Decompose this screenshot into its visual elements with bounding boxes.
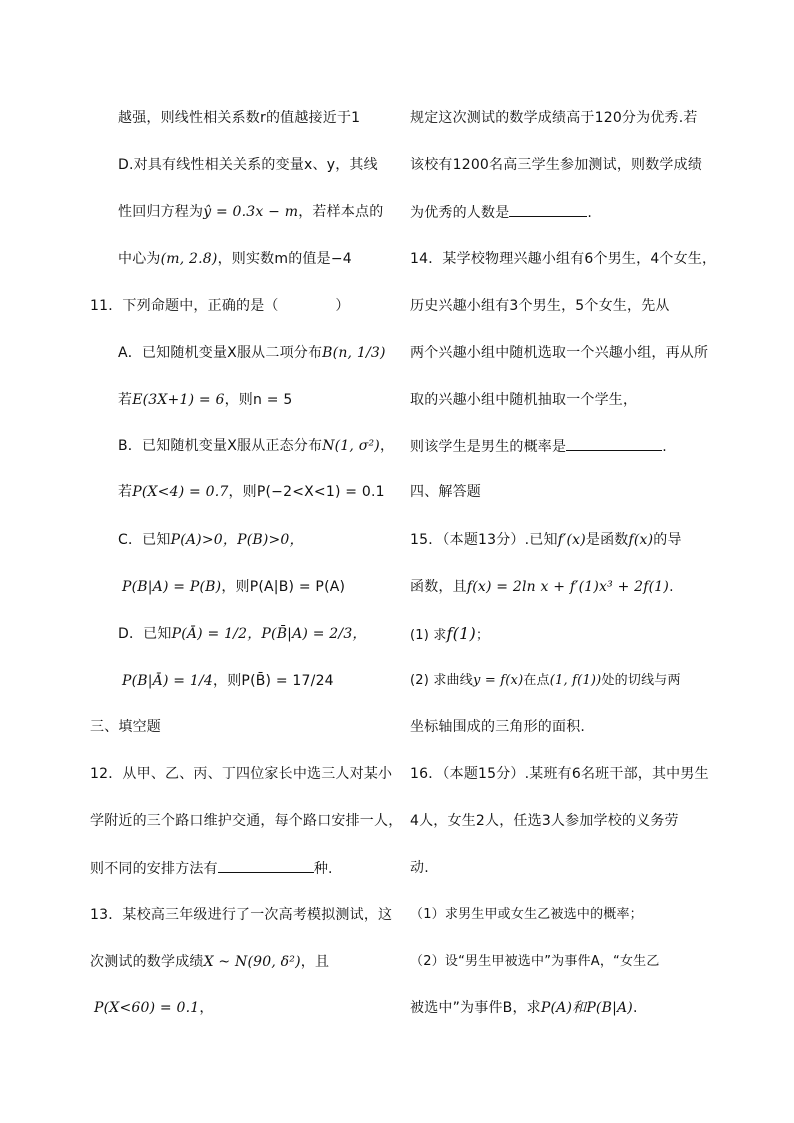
q13-line1: 13．某校高三年级进行了一次高考模拟测试，这 xyxy=(90,907,393,923)
text: ，则P(A|B) = P(A) xyxy=(221,579,346,595)
text: A．已知随机变量X服从二项分布 xyxy=(118,345,323,361)
q11-option-d-line1 xyxy=(118,624,367,644)
q16-part2: （2）设“男生甲被选中”为事件A，“女生乙 xyxy=(410,954,660,969)
text: 中心为 xyxy=(118,251,161,267)
binomial-formula: B(n, 1/3) xyxy=(322,345,386,361)
text: B．已知随机变量X服从正态分布 xyxy=(118,438,323,454)
text: ，则P(B̄) = 17/24 xyxy=(213,673,334,689)
conditional-formula: P(B|A) = P(B) xyxy=(122,579,222,595)
center-formula: (m, 2.8) xyxy=(160,251,218,267)
q12-line1: 12．从甲、乙、丙、丁四位家长中选三人对某小 xyxy=(90,766,393,782)
normal-formula: N(1, σ²) xyxy=(322,438,380,454)
text: ，且 xyxy=(300,954,330,970)
section-heading-solutions: 四、解答题 xyxy=(410,484,481,500)
q12-line3 xyxy=(90,858,333,879)
q15-line1 xyxy=(410,530,682,550)
normal-formula: X ~ N(90, δ²) xyxy=(203,954,301,970)
q14-line4: 取的兴趣小组中随机抽取一个学生， xyxy=(410,392,638,408)
q15-line2 xyxy=(410,577,674,597)
q15-part2-line2: 坐标轴围成的三角形的面积. xyxy=(410,719,586,735)
text: 为优秀的人数是 xyxy=(410,205,510,221)
q11-option-c-line2 xyxy=(122,577,345,597)
text: 的导 xyxy=(653,532,682,548)
q12-line2: 学附近的三个路口维护交通，每个路口安排一人， xyxy=(90,813,403,829)
q16-part2-line2 xyxy=(410,998,638,1018)
text: . xyxy=(632,1000,638,1016)
text: 若 xyxy=(118,392,133,408)
text: ，则n = 5 xyxy=(224,392,293,408)
answer-blank xyxy=(566,436,662,451)
text: 若 xyxy=(118,484,133,500)
text: ，则实数m的值是−4 xyxy=(217,251,352,267)
text: 是函数 xyxy=(585,532,629,548)
probability-formula: P(B|Ā) = 1/4 xyxy=(122,673,214,689)
q15-part2 xyxy=(410,671,681,691)
q11-title: 11．下列命题中，正确的是（ ） xyxy=(90,298,350,314)
text: 被选中”为事件B，求 xyxy=(410,1000,541,1016)
q16-line2: 4人，女生2人，任选3人参加学校的义务劳 xyxy=(410,813,679,829)
q14-line1: 14．某学校物理兴趣小组有6个男生，4个女生， xyxy=(410,251,717,267)
q11-option-c-line1 xyxy=(118,530,304,550)
text: 则该学生是男生的概率是 xyxy=(410,439,567,455)
point-formula: (1, f(1)) xyxy=(549,673,602,688)
q16-line3: 动. xyxy=(410,860,429,876)
text: . xyxy=(669,579,674,595)
derivative-formula: f′(x) xyxy=(557,532,586,548)
text: ，若样本点的 xyxy=(298,204,384,220)
q11-option-b-line1 xyxy=(118,436,394,456)
q11-option-a-line2 xyxy=(118,390,292,410)
q16-part1: （1）求男生甲或女生乙被选中的概率； xyxy=(410,907,643,922)
probability-formula: P(X<60) = 0.1 xyxy=(94,1000,200,1016)
text: C．已知 xyxy=(118,532,171,548)
probability-formula: P(A)>0，P(B)>0， xyxy=(170,532,304,548)
function-definition: f(x) = 2ln x + f′(1)x³ + 2f(1) xyxy=(466,579,670,595)
regression-formula: ŷ = 0.3x − m xyxy=(203,204,299,220)
q14-line3: 两个兴趣小组中随机选取一个兴趣小组，再从所 xyxy=(410,345,709,361)
q10-option-d-line2 xyxy=(118,202,383,222)
text: ； xyxy=(475,628,490,643)
text: D．已知 xyxy=(118,626,172,642)
text: 处的切线与两 xyxy=(601,673,681,688)
q13-line2 xyxy=(90,952,329,972)
text: 15．（本题13分）.已知 xyxy=(410,532,558,548)
q10-option-d-line3 xyxy=(118,249,352,269)
probability-formula: P(A)和P(B|A) xyxy=(540,1000,633,1016)
q13-line4: 规定这次测试的数学成绩高于120分为优秀.若 xyxy=(410,110,698,126)
q14-line5 xyxy=(410,436,667,457)
function-formula: f(x) xyxy=(628,532,654,548)
text: (1) 求 xyxy=(410,628,447,643)
probability-formula: P(Ā) = 1/2，P(B̄|A) = 2/3， xyxy=(171,626,367,642)
function-value: f(1) xyxy=(446,624,476,643)
text: . xyxy=(587,205,593,221)
text: 在点 xyxy=(523,673,550,688)
q10-line-a: 越强，则线性相关系数r的值越接近于1 xyxy=(118,110,361,126)
text: 函数，且 xyxy=(410,579,467,595)
q11-option-a-line1 xyxy=(118,343,386,363)
q11-option-b-line2 xyxy=(118,482,385,502)
q13-line3 xyxy=(94,998,214,1018)
text: 种. xyxy=(313,861,333,877)
answer-blank xyxy=(509,202,587,217)
text: 则不同的安排方法有 xyxy=(90,861,218,877)
section-heading-fill-in: 三、填空题 xyxy=(90,719,161,735)
text: (2) 求曲线 xyxy=(410,673,473,688)
text: ， xyxy=(199,1000,214,1016)
text: 次测试的数学成绩 xyxy=(90,954,204,970)
text: . xyxy=(662,439,667,455)
curve-formula: y = f(x) xyxy=(472,673,524,688)
q13-line6 xyxy=(410,202,592,223)
q10-option-d-line1: D.对具有线性相关关系的变量x、y，其线 xyxy=(118,157,378,173)
q15-part1 xyxy=(410,624,489,646)
q16-line1: 16．（本题15分）.某班有6名班干部，其中男生 xyxy=(410,766,709,782)
q14-line2: 历史兴趣小组有3个男生，5个女生，先从 xyxy=(410,298,670,314)
text: 性回归方程为 xyxy=(118,204,204,220)
q11-option-d-line2 xyxy=(122,671,334,691)
text: ，则P(−2<X<1) = 0.1 xyxy=(228,484,385,500)
q13-line5: 该校有1200名高三学生参加测试，则数学成绩 xyxy=(410,157,703,173)
probability-formula: P(X<4) = 0.7 xyxy=(132,484,229,500)
answer-blank xyxy=(218,858,314,873)
text: ， xyxy=(379,438,395,454)
expectation-formula: E(3X+1) = 6 xyxy=(132,392,225,408)
